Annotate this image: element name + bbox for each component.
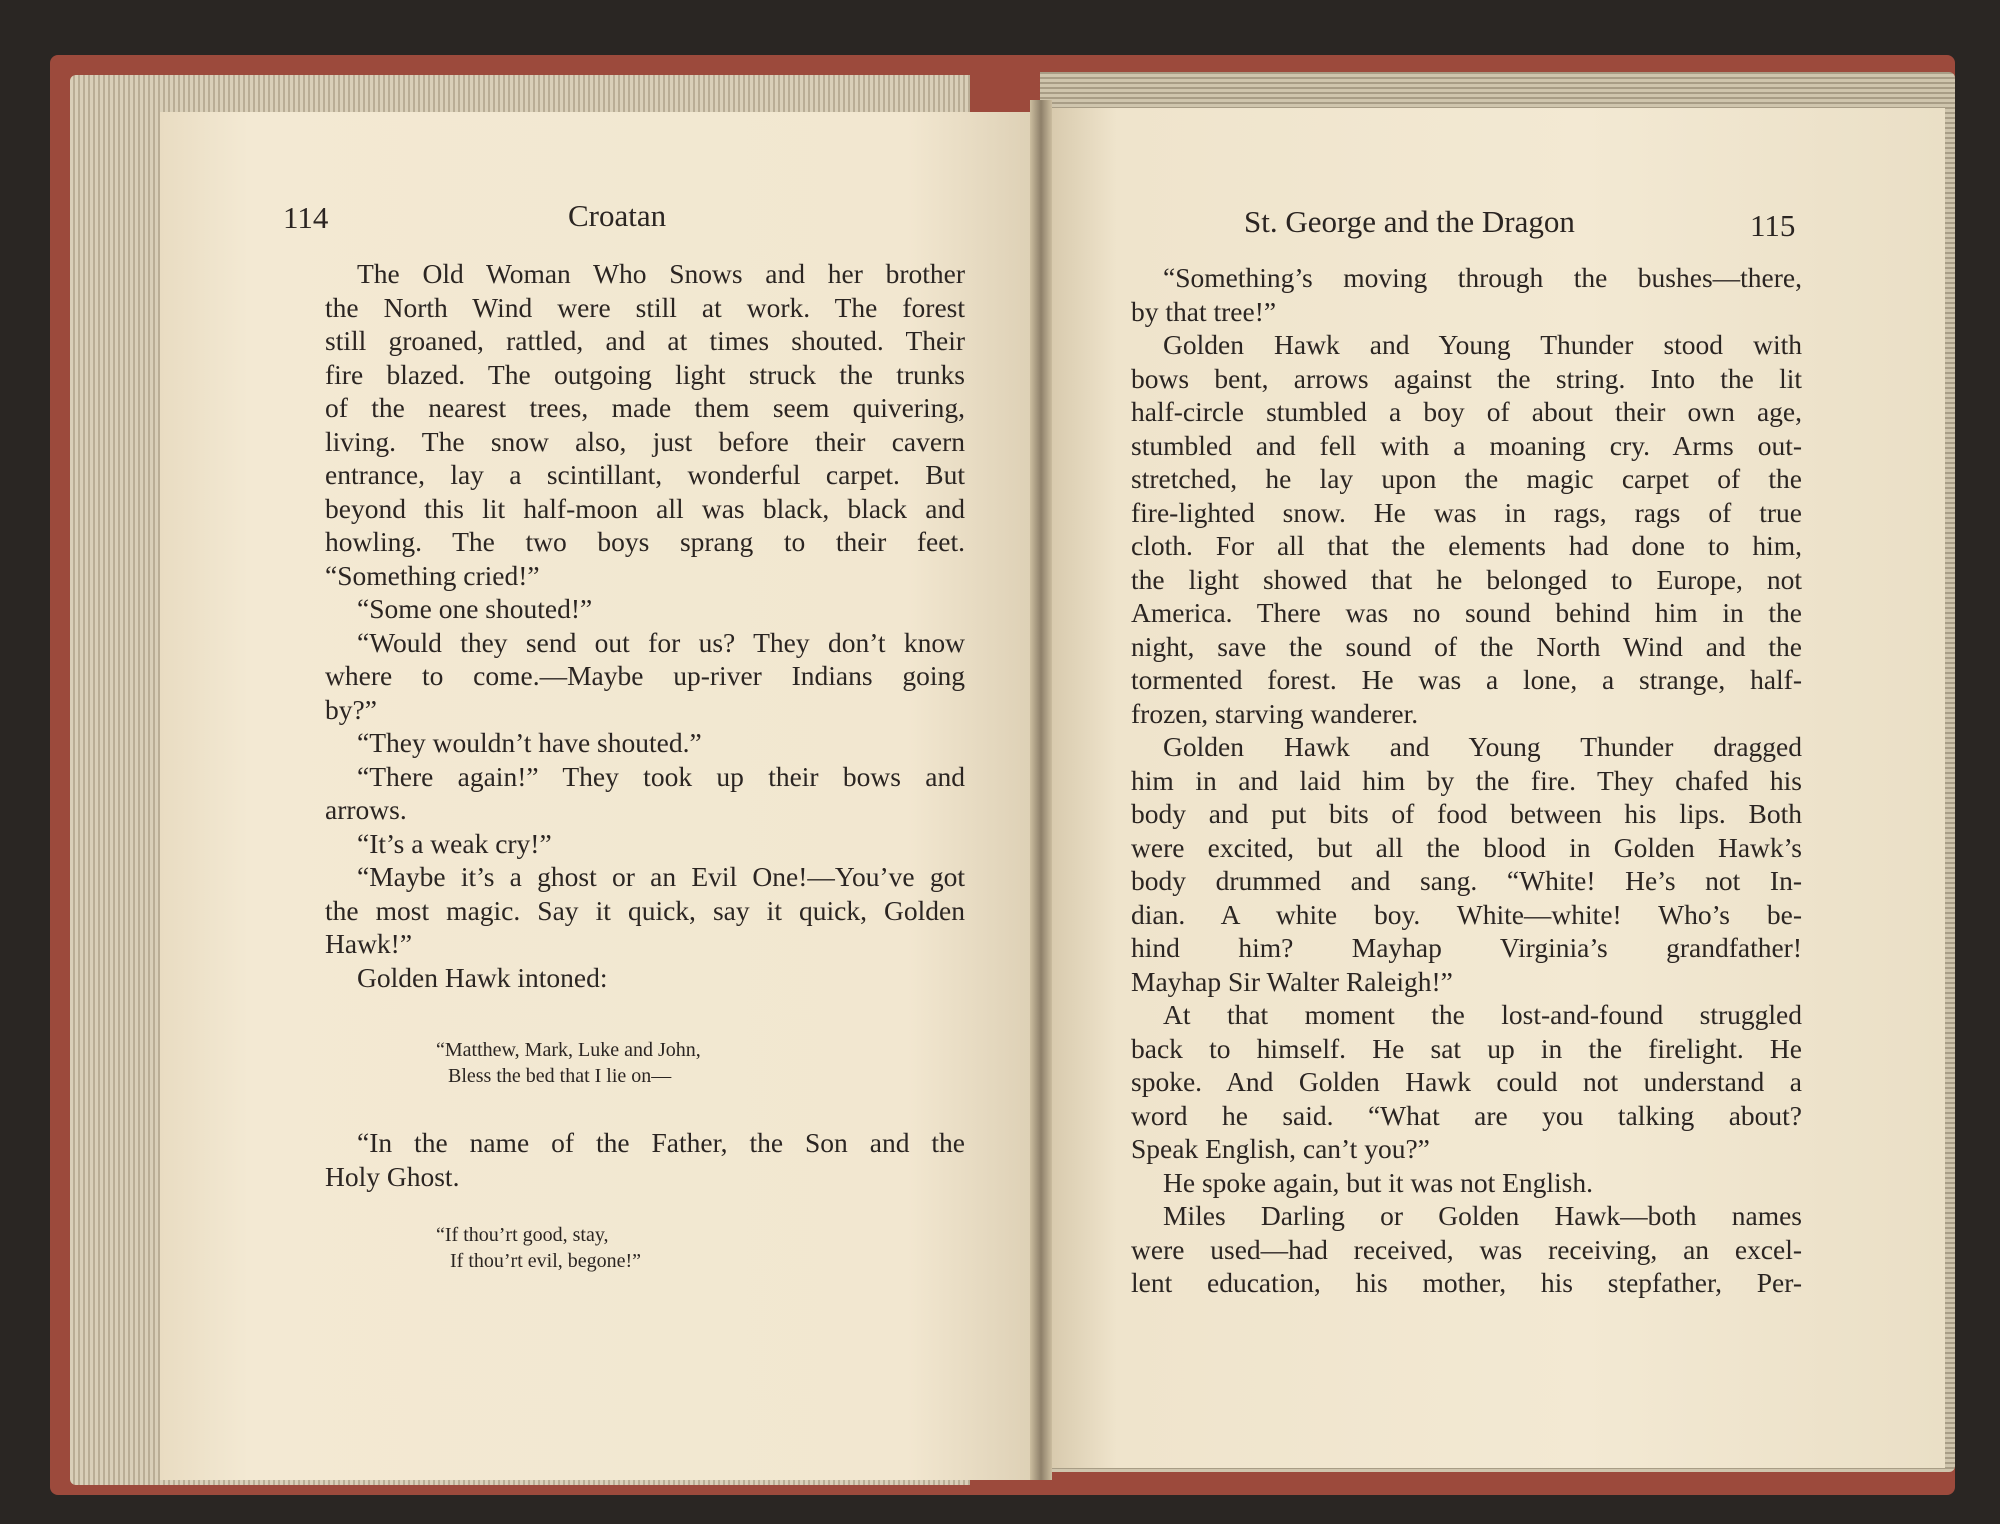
text-line: where to come.—Maybe up-river Indians going: [325, 660, 965, 691]
verse-2: [436, 1222, 641, 1274]
text-line: “Something’s moving through the bushes—there,: [1163, 262, 1802, 293]
text-line: dian. A white boy. White—white! Who’s be-: [1131, 898, 1802, 930]
text-line: night, save the sound of the North Wind and the: [1131, 630, 1802, 662]
text-line: “Would they send out for us? They don’t know: [357, 626, 965, 658]
text-line: were used—had received, was receiving, an excel-: [1131, 1233, 1802, 1265]
text-line: Hawk!”: [325, 928, 413, 959]
text-line: At that moment the lost-and-found struggled: [1163, 999, 1802, 1030]
text-line: He spoke again, but it was not English.: [1163, 1166, 1594, 1198]
text-line: “Maybe it’s a ghost or an Evil One!—You’ve got: [357, 861, 965, 892]
text-line: arrows.: [325, 794, 407, 825]
text-line: bows bent, arrows against the string. Into the lit: [1131, 362, 1802, 394]
text-line: howling. The two boys sprang to their feet.: [325, 526, 965, 557]
text-line: Golden Hawk and Young Thunder stood with: [1163, 329, 1802, 360]
text-line: him in and laid him by the fire. They chafed his: [1131, 764, 1802, 796]
text-line: word he said. “What are you talking about?: [1131, 1099, 1802, 1131]
text-line: “Some one shouted!”: [357, 593, 593, 624]
text-line: Golden Hawk intoned:: [357, 961, 608, 993]
text-line: still groaned, rattled, and at times shouted. Their: [325, 325, 965, 356]
text-line: Holy Ghost.: [325, 1160, 460, 1192]
text-line: tormented forest. He was a lone, a strange, half-: [1131, 664, 1802, 695]
text-line: living. The snow also, just before their cavern: [325, 425, 965, 457]
text-line: of the nearest trees, made them seem quivering,: [325, 392, 965, 423]
text-line: “It’s a weak cry!”: [357, 827, 552, 859]
verse-line: If thou’rt evil, begone!”: [450, 1250, 642, 1272]
left-body-text-2: [325, 1126, 965, 1193]
text-line: Speak English, can’t you?”: [1131, 1133, 1430, 1164]
text-line: Miles Darling or Golden Hawk—both names: [1163, 1200, 1802, 1231]
left-body-text: [325, 257, 965, 994]
text-line: body and put bits of food between his lips. Both: [1131, 798, 1802, 829]
text-line: Mayhap Sir Walter Raleigh!”: [1131, 965, 1453, 997]
verse-line: “If thou’rt good, stay,: [436, 1224, 609, 1246]
text-line: cloth. For all that the elements had done to him,: [1131, 530, 1802, 561]
verse-line: Bless the bed that I lie on—: [448, 1065, 672, 1087]
text-line: “They wouldn’t have shouted.”: [357, 727, 702, 758]
text-line: by that tree!”: [1131, 295, 1277, 327]
text-line: by?”: [325, 693, 377, 725]
text-line: hind him? Mayhap Virginia’s grandfather!: [1131, 932, 1802, 963]
page-number-left: 114: [283, 200, 329, 235]
text-line: America. There was no sound behind him in the: [1131, 597, 1802, 628]
verse-1: [436, 1037, 701, 1089]
book-gutter: [1030, 100, 1052, 1480]
running-head-right: St. George and the Dragon: [1244, 204, 1575, 239]
text-line: “Something cried!”: [325, 559, 540, 591]
text-line: fire blazed. The outgoing light struck the trunks: [325, 358, 965, 390]
text-line: Golden Hawk and Young Thunder dragged: [1163, 731, 1802, 762]
text-line: “There again!” They took up their bows and: [357, 760, 965, 792]
text-line: back to himself. He sat up in the firelight. He: [1131, 1032, 1802, 1064]
running-head-left: Croatan: [568, 198, 667, 233]
text-line: half-circle stumbled a boy of about their own age,: [1131, 396, 1802, 427]
text-line: stretched, he lay upon the magic carpet of the: [1131, 463, 1802, 494]
text-line: “In the name of the Father, the Son and the: [357, 1127, 965, 1158]
text-line: the light showed that he belonged to Europe, not: [1131, 563, 1802, 595]
text-line: fire-lighted snow. He was in rags, rags of true: [1131, 496, 1802, 528]
text-line: entrance, lay a scintillant, wonderful carpet. But: [325, 459, 965, 490]
text-line: beyond this lit half-moon all was black, black and: [325, 492, 965, 524]
text-line: the most magic. Say it quick, say it quick, Golden: [325, 894, 965, 926]
text-line: stumbled and fell with a moaning cry. Arms out-: [1131, 429, 1802, 461]
text-line: body drummed and sang. “White! He’s not In-: [1131, 865, 1802, 896]
page-number-right: 115: [1750, 208, 1796, 243]
text-line: the North Wind were still at work. The forest: [325, 291, 965, 323]
text-line: The Old Woman Who Snows and her brother: [357, 258, 965, 289]
right-body-text: [1131, 261, 1802, 1300]
text-line: lent education, his mother, his stepfather, Per-: [1131, 1267, 1802, 1298]
text-line: were excited, but all the blood in Golden Hawk’s: [1131, 831, 1802, 863]
verse-line: “Matthew, Mark, Luke and John,: [436, 1039, 701, 1061]
text-line: spoke. And Golden Hawk could not understand a: [1131, 1066, 1802, 1097]
text-line: frozen, starving wanderer.: [1131, 697, 1419, 729]
